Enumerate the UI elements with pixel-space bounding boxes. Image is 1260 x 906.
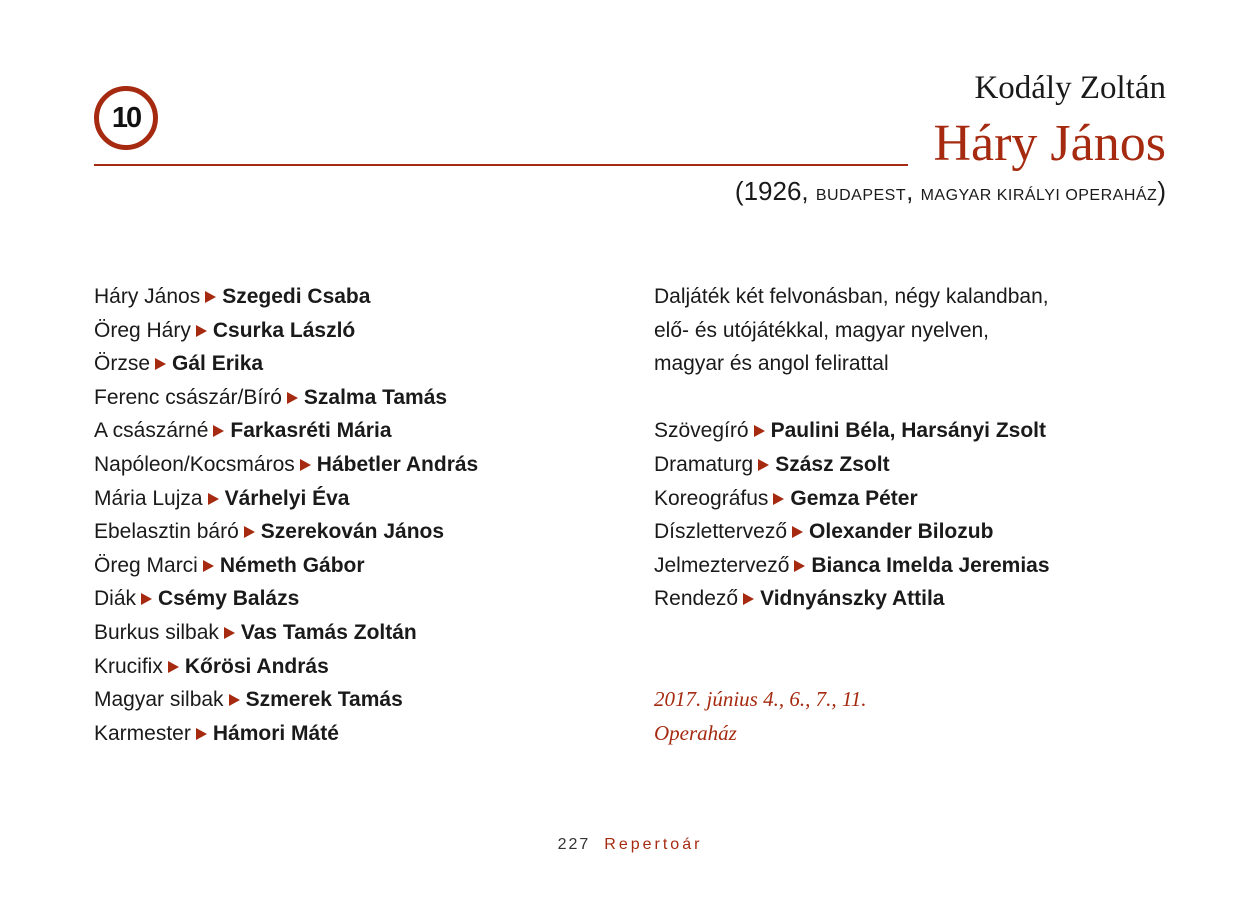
cast-row xyxy=(94,616,614,650)
performance-venue: Operaház xyxy=(654,720,737,745)
cast-person: Csurka László xyxy=(212,318,356,342)
creator-row xyxy=(654,414,1174,448)
production-info xyxy=(654,280,1174,750)
creator-person: Olexander Bilozub xyxy=(809,520,994,544)
premiere-separator: , xyxy=(906,176,914,206)
cast-role: Ferenc császár/Bíró xyxy=(94,385,282,409)
creator-row xyxy=(654,448,1174,482)
cast-role: Mária Lujza xyxy=(94,486,203,510)
triangle-right-icon xyxy=(168,661,179,673)
cast-role: A császárné xyxy=(94,419,209,443)
cast-role: Karmester xyxy=(94,721,191,745)
cast-role: Öreg Háry xyxy=(94,318,191,342)
cast-row xyxy=(94,448,614,482)
creator-row xyxy=(654,482,1174,516)
creator-role: Szövegíró xyxy=(654,419,749,443)
creator-role: Díszlettervező xyxy=(654,520,788,544)
description-line: elő- és utójátékkal, magyar nyelven, xyxy=(654,318,990,342)
page-number: 227 xyxy=(557,836,591,853)
creator-person: Vidnyánszky Attila xyxy=(760,587,945,611)
triangle-right-icon xyxy=(229,694,240,706)
spacer xyxy=(654,381,1174,415)
cast-role: Örzse xyxy=(94,352,151,376)
premiere-separator: , xyxy=(801,176,809,206)
spacer xyxy=(654,650,1174,684)
cast-row xyxy=(94,650,614,684)
cast-role: Napóleon/Kocsmáros xyxy=(94,452,295,476)
cast-row xyxy=(94,280,614,314)
cast-role: Magyar silbak xyxy=(94,688,224,712)
creator-row xyxy=(654,515,1174,549)
performance-dates: 2017. június 4., 6., 7., 11. xyxy=(654,687,867,712)
production-number: 10 xyxy=(111,101,141,134)
triangle-right-icon xyxy=(196,325,207,337)
header-rule xyxy=(94,164,908,166)
triangle-right-icon xyxy=(141,593,152,605)
triangle-right-icon xyxy=(244,526,255,538)
cast-role: Burkus silbak xyxy=(94,620,219,644)
cast-role: Háry János xyxy=(94,285,201,308)
cast-person: Farkasréti Mária xyxy=(230,419,392,443)
cast-row xyxy=(94,549,614,583)
cast-person: Várhelyi Éva xyxy=(224,486,350,510)
section-name: Repertoár xyxy=(604,836,703,853)
cast-role: Ebelasztin báró xyxy=(94,520,239,544)
triangle-right-icon xyxy=(208,493,219,505)
production-number-badge xyxy=(94,86,158,150)
triangle-right-icon xyxy=(155,358,166,370)
cast-person: Kőrösi András xyxy=(184,654,329,678)
triangle-right-icon xyxy=(758,459,769,471)
creator-person: Paulini Béla, Harsányi Zsolt xyxy=(770,419,1046,443)
cast-row xyxy=(94,381,614,415)
premiere-year: 1926 xyxy=(743,176,802,206)
premiere-city: BUDAPEST xyxy=(815,187,907,204)
cast-row xyxy=(94,582,614,616)
cast-person: Gál Erika xyxy=(172,352,264,376)
cast-row xyxy=(94,482,614,516)
cast-row xyxy=(94,515,614,549)
premiere-venue: MAGYAR KIRÁLYI OPERAHÁZ xyxy=(920,187,1158,204)
triangle-right-icon xyxy=(224,627,235,639)
triangle-right-icon xyxy=(287,392,298,404)
triangle-right-icon xyxy=(300,459,311,471)
creator-person: Szász Zsolt xyxy=(775,452,890,476)
triangle-right-icon xyxy=(213,425,224,437)
cast-list xyxy=(94,280,614,750)
cast-person: Szalma Tamás xyxy=(303,385,448,409)
cast-person: Hábetler András xyxy=(316,452,479,476)
cast-person: Hámori Máté xyxy=(212,721,339,745)
cast-role: Öreg Marci xyxy=(94,553,198,577)
creator-person: Gemza Péter xyxy=(790,486,918,510)
cast-row xyxy=(94,717,614,751)
cast-person: Vas Tamás Zoltán xyxy=(240,620,417,644)
premiere-open-paren: ( xyxy=(734,176,744,206)
triangle-right-icon xyxy=(196,728,207,740)
triangle-right-icon xyxy=(203,560,214,572)
creator-role: Koreográfus xyxy=(654,486,769,510)
cast-row xyxy=(94,683,614,717)
composer-name: Kodály Zoltán xyxy=(974,70,1166,106)
triangle-right-icon xyxy=(794,560,805,572)
description-line: magyar és angol felirattal xyxy=(654,352,889,376)
cast-person: Szerekován János xyxy=(260,520,445,544)
spacer xyxy=(654,616,1174,650)
cast-row xyxy=(94,414,614,448)
cast-person: Szegedi Csaba xyxy=(222,285,371,308)
cast-row xyxy=(94,314,614,348)
cast-person: Szmerek Tamás xyxy=(245,688,403,712)
work-title: Háry János xyxy=(933,115,1166,172)
creator-row xyxy=(654,549,1174,583)
premiere-info xyxy=(735,176,1166,207)
cast-role: Diák xyxy=(94,587,137,611)
description-line: Daljáték két felvonásban, négy kalandban, xyxy=(654,285,1049,308)
cast-person: Németh Gábor xyxy=(219,553,365,577)
triangle-right-icon xyxy=(773,493,784,505)
creator-role: Rendező xyxy=(654,587,739,611)
creator-role: Jelmeztervező xyxy=(654,553,790,577)
creator-person: Bianca Imelda Jeremias xyxy=(811,553,1050,577)
creator-row xyxy=(654,582,1174,616)
triangle-right-icon xyxy=(743,593,754,605)
cast-role: Krucifix xyxy=(94,654,163,678)
triangle-right-icon xyxy=(792,526,803,538)
cast-row xyxy=(94,347,614,381)
cast-person: Csémy Balázs xyxy=(158,587,300,611)
page-footer xyxy=(0,836,1260,854)
triangle-right-icon xyxy=(205,291,216,303)
premiere-close-paren: ) xyxy=(1157,176,1166,206)
triangle-right-icon xyxy=(754,425,765,437)
creator-role: Dramaturg xyxy=(654,452,754,476)
